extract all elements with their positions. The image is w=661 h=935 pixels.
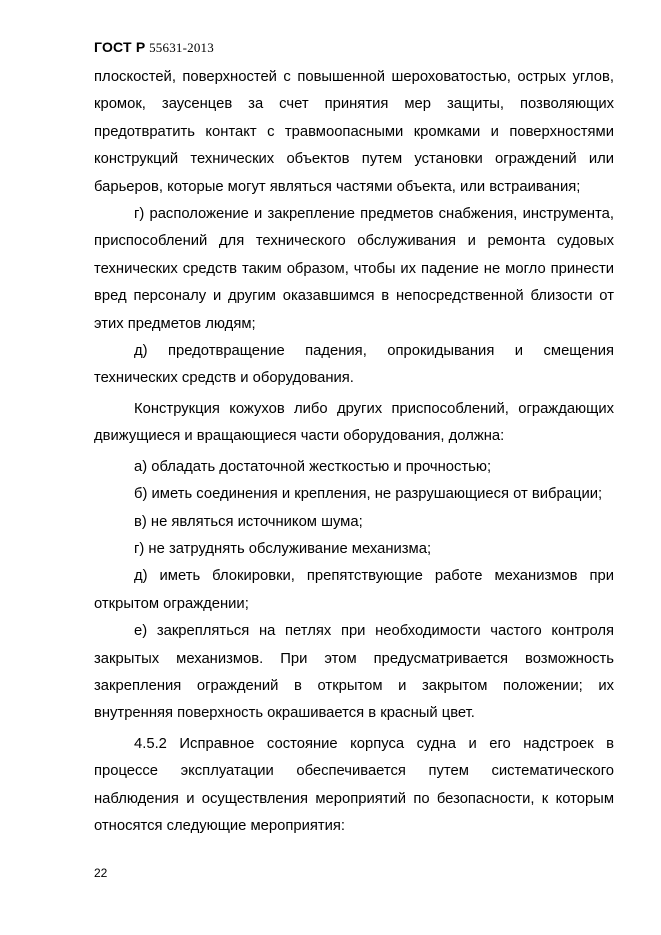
paragraph-continuation: плоскостей, поверхностей с повышенной шероховатостью, острых углов, кромок, заусенцев за счет принятия мер защиты, позволяющих предотвратить контакт с травмоопасными кромками и поверхностями конструкций технических объектов путем установки ограждений или барьеров, которые могут являться частями объекта, или встраивания; bbox=[94, 69, 614, 195]
section-4-5-2: 4.5.2 Исправное состояние корпуса судна и его надстроек в процессе эксплуатации обеспечивается путем систематического наблюдения и осуществления мероприятий по безопасности, к которым относятся следующие мероприятия: bbox=[94, 735, 614, 834]
list-item-g: г) расположение и закрепление предметов снабжения, инструмента, приспособлений для технического обслуживания и ремонта судовых технических средств таким образом, чтобы их падение не могло принести вред персоналу и другим оказавшимся в непосредственной близости от этих предметов людям; bbox=[94, 206, 614, 332]
standard-number: 55631-2013 bbox=[149, 40, 214, 55]
list-item-a: а) обладать достаточной жесткостью и прочностью; bbox=[134, 458, 492, 475]
standard-code: ГОСТ Р bbox=[94, 39, 146, 55]
document-body bbox=[94, 64, 614, 840]
list-item-e: е) закрепляться на петлях при необходимости частого контроля закрытых механизмов. При этом предусматривается возможность закрепления ограждений в открытом и закрытом положении; их внутренняя поверхность окрашивается в красный цвет. bbox=[94, 623, 614, 722]
list-item-d2: д) иметь блокировки, препятствующие работе механизмов при открытом ограждении; bbox=[94, 568, 614, 612]
list-item-d: д) предотвращение падения, опрокидывания и смещения технических средств и оборудования. bbox=[94, 343, 614, 387]
paragraph-casing-requirements: Конструкция кожухов либо других приспособлений, ограждающих движущиеся и вращающиеся части оборудования, должна: bbox=[94, 400, 614, 445]
list-item-b: б) иметь соединения и крепления, не разрушающиеся от вибрации; bbox=[134, 486, 603, 503]
page-header bbox=[94, 39, 214, 57]
page-number: 22 bbox=[94, 866, 108, 880]
list-item-v: в) не являться источником шума; bbox=[134, 513, 363, 530]
list-item-g2: г) не затруднять обслуживание механизма; bbox=[134, 540, 432, 557]
